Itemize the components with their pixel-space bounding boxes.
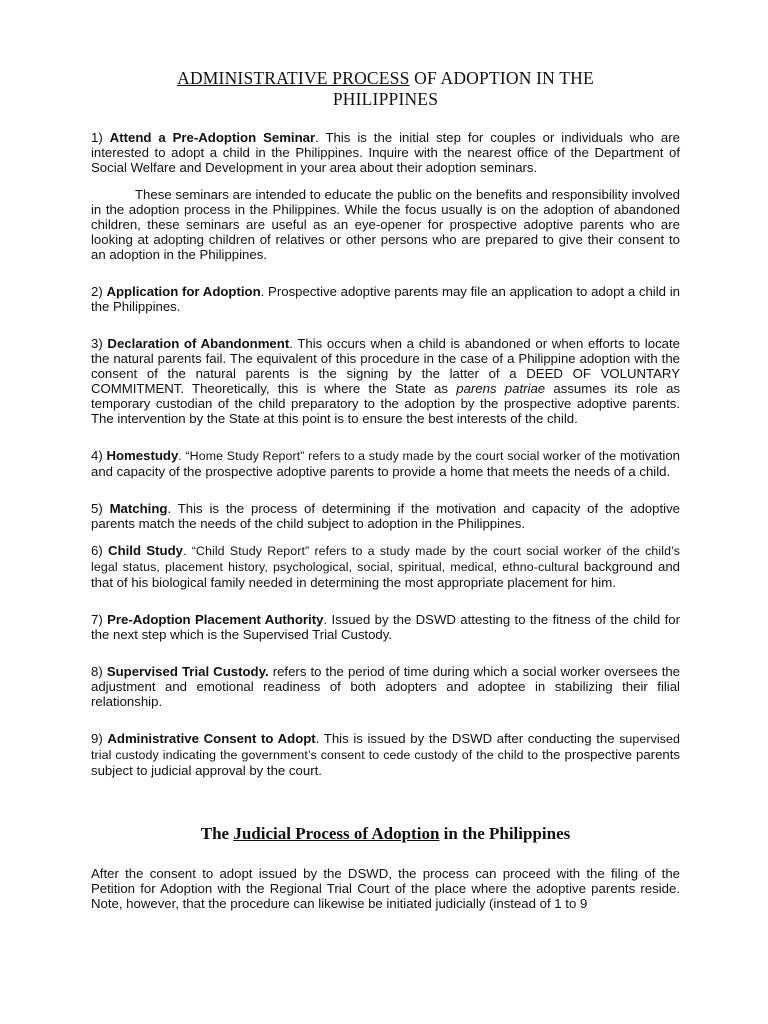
step-text: refers to the period of time during which a social worker oversees the adjustment and emotional readiness of both adopters and adoptee in stabilizing their filial relationship. [91, 664, 681, 709]
judicial-paragraph: After the consent to adopt issued by the DSWD, the process can proceed with the filing of the Petition for Adoption with the Regional Trial Court of the place where the adoptive parents reside. Note, however, that the procedure can likewise be initiated judicially (instead of 1 to 9 [91, 866, 680, 911]
step-6 [91, 543, 680, 590]
section-title-underlined: Judicial Process of Adoption [233, 824, 440, 843]
step-number: 5) [91, 501, 110, 516]
step-text: . This occurs when a child is abandoned or when efforts to locate the natural parents fail. The equivalent of this procedure in the case of a Philippine adoption with the consent of the natural parents is the signing by the latter of a DEED OF VOLUNTARY COMMITMENT. Theoretically, this is where the State as [91, 336, 680, 396]
step-2 [91, 284, 680, 314]
step-9 [91, 731, 680, 778]
step-text-alt: . “Home Study Report” refers to a study made by the court social worker of the [178, 449, 617, 463]
title-rest: OF ADOPTION IN THE [409, 68, 594, 88]
step-number: 3) [91, 336, 108, 351]
section-title [91, 824, 680, 844]
step-5 [91, 501, 680, 531]
step-text: . This is the process of determining if the motivation and capacity of the adoptive parents match the needs of the child subject to adoption in the Philippines. [91, 501, 680, 531]
step-heading: Homestudy [106, 448, 179, 463]
step-heading: Pre-Adoption Placement Authority [107, 612, 324, 627]
step-text: . Prospective adoptive parents may file an application to adopt a child in the Philippines. [91, 284, 680, 314]
title-underlined: ADMINISTRATIVE PROCESS [177, 68, 410, 88]
section-title-b: in the Philippines [439, 824, 571, 843]
document-title [91, 68, 680, 110]
step-number: 2) [91, 284, 107, 299]
step-number: 8) [91, 664, 107, 679]
step-heading: Supervised Trial Custody. [106, 664, 269, 679]
step-text: . This is issued by the DSWD after conducting the [315, 731, 615, 746]
step-heading: Declaration of Abandonment [107, 336, 290, 351]
step-text-alt: . “Child Study Report” refers to a study made by the court social worker of the child’s legal status, placement history, psychological, social, spiritual, medical, ethno-cultural [91, 544, 680, 574]
step-3 [91, 336, 680, 426]
step-4 [91, 448, 680, 479]
step-1 [91, 130, 680, 175]
step-number: 4) [91, 448, 107, 463]
step-text: motivation and capacity of the prospective adoptive parents to provide a home that meets the needs of a child. [91, 448, 680, 479]
seminar-paragraph: These seminars are intended to educate the public on the benefits and responsibility involved in the adoption process in the Philippines. While the focus usually is on the adoption of abandoned children, these seminars are useful as an eye-opener for prospective adoptive parents who are looking at adopting children of relatives or other persons who are prepared to give their consent to an adoption in the Philippines. [91, 187, 680, 262]
italic-term: parens patriae [456, 381, 546, 396]
step-heading: Administrative Consent to Adopt [107, 731, 316, 746]
step-number: 7) [91, 612, 108, 627]
step-text: . This is the initial step for couples or individuals who are interested to adopt a child in the Philippines. Inquire with the nearest office of the Department of Social Welfare and Development in your area about their adoption seminars. [91, 130, 680, 175]
step-heading: Child Study [108, 543, 183, 558]
step-text-alt: supervised trial custody indicating the government’s consent to cede custody of the child to [91, 732, 681, 762]
step-8 [91, 664, 680, 709]
section-title-a: The [200, 824, 234, 843]
step-7 [91, 612, 680, 642]
step-number: 9) [91, 731, 108, 746]
step-text-cont: assumes its role as temporary custodian of the child preparatory to the adoption by the prospective adoptive parents. The intervention by the State at this point is to ensure the best interests of the child. [91, 381, 681, 426]
step-number: 6) [91, 543, 109, 558]
step-text: background and that of his biological family needed in determining the most appropriate placement for him. [91, 559, 680, 590]
step-heading: Attend a Pre-Adoption Seminar [109, 130, 316, 145]
title-line2: PHILIPPINES [332, 89, 439, 109]
step-number: 1) [91, 130, 110, 145]
step-text-cont: the prospective parents subject to judicial approval by the court. [91, 747, 680, 778]
step-heading: Matching [109, 501, 168, 516]
step-text: . Issued by the DSWD attesting to the fitness of the child for the next step which is the Supervised Trial Custody. [91, 612, 680, 642]
step-heading: Application for Adoption [106, 284, 261, 299]
